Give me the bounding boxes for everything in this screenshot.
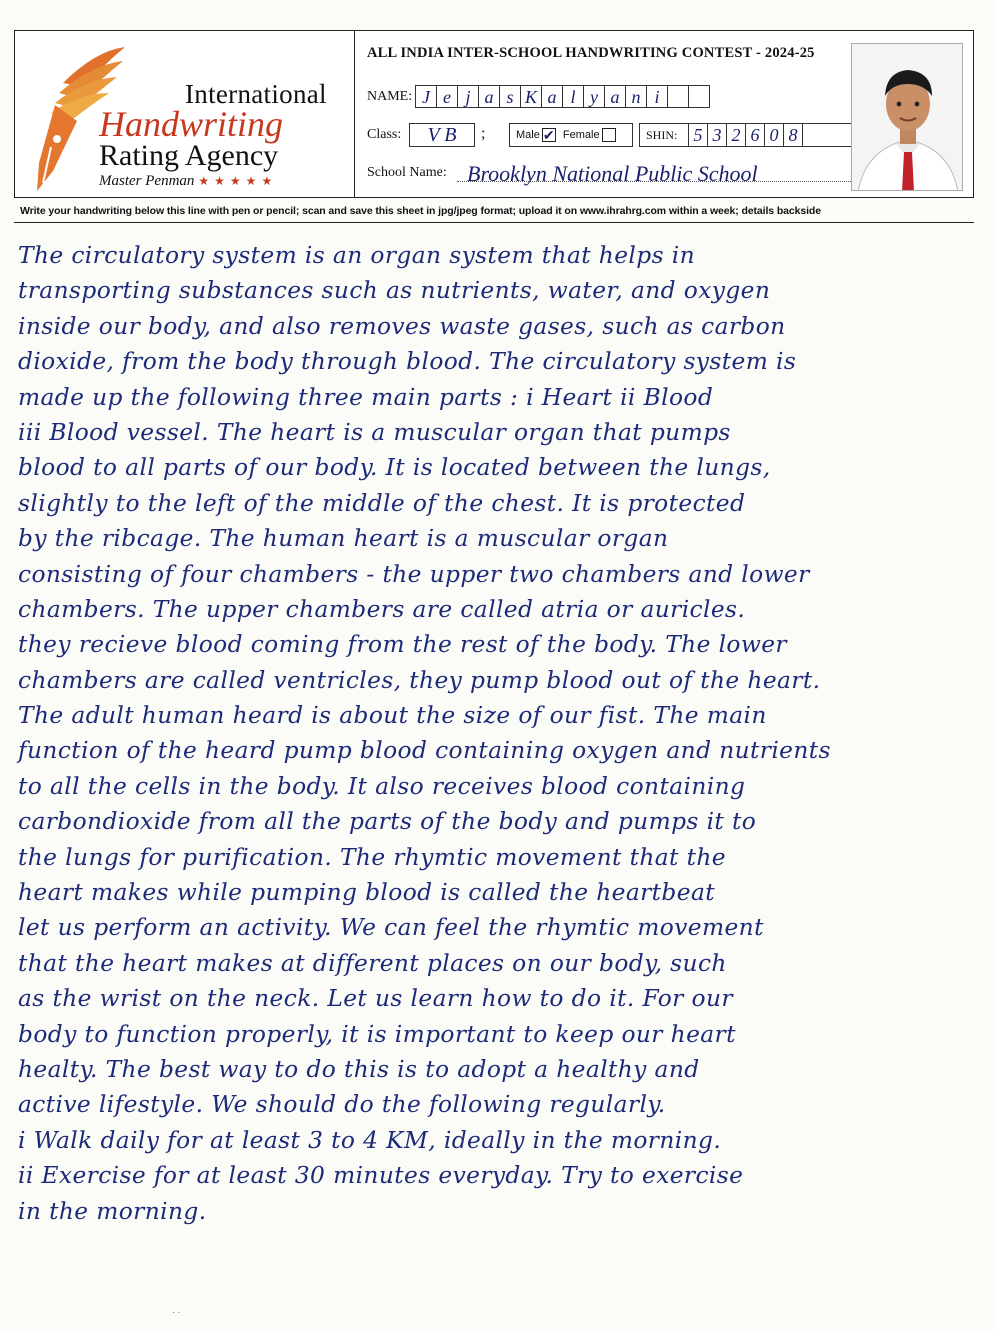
male-checkbox[interactable] [542, 128, 556, 142]
shin-digit-box[interactable]: 6 [745, 123, 765, 147]
name-letter-box[interactable]: a [541, 85, 563, 108]
shin-digit-box[interactable]: 3 [707, 123, 727, 147]
student-photo [851, 43, 963, 191]
instruction-text: Write your handwriting below this line with pen or pencil; scan and save this sheet in jpg/jpeg format; upload it on www.ihrahrg.com within a week; details backside [20, 205, 821, 217]
essay-line: chambers are called ventricles, they pump blood out of the heart. [18, 665, 821, 694]
essay-line: function of the heard pump blood containing oxygen and nutrients [18, 736, 831, 765]
essay-line: The adult human heard is about the size of our fist. The main [18, 701, 767, 730]
header-box [14, 30, 974, 198]
essay-line: as the wrist on the neck. Let us learn how to do it. For our [18, 984, 733, 1013]
essay-line: inside our body, and also removes waste gases, such as carbon [18, 311, 786, 340]
essay-line: chambers. The upper chambers are called atria or auricles. [18, 594, 746, 623]
logo-text-international: International [185, 79, 327, 109]
shin-digit-box[interactable]: 8 [783, 123, 803, 147]
essay-line: slightly to the left of the middle of the chest. It is protected [18, 488, 746, 517]
essay-line: healty. The best way to do this is to adopt a healthy and [18, 1054, 700, 1083]
essay-line: heart makes while pumping blood is called the heartbeat [18, 878, 716, 907]
essay-line: made up the following three main parts : i Heart ii Blood [18, 382, 714, 411]
female-checkbox[interactable] [602, 128, 616, 142]
school-label: School Name: [367, 165, 447, 180]
essay-line: that the heart makes at different places on our body, such [18, 948, 727, 977]
rating-stars: ★ ★ ★ ★ ★ [198, 174, 274, 188]
essay-line: transporting substances such as nutrients, water, and oxygen [18, 276, 771, 305]
essay-line: by the ribcage. The human heart is a muscular organ [18, 524, 669, 553]
essay-line: they recieve blood coming from the rest of the body. The lower [18, 630, 787, 659]
shin-digit-box[interactable]: 5 [688, 123, 708, 147]
essay-line: the lungs for purification. The rhymtic movement that the [18, 842, 727, 871]
essay-line: active lifestyle. We should do the following regularly. [18, 1090, 666, 1119]
essay-line: iii Blood vessel. The heart is a muscular organ that pumps [18, 417, 731, 446]
name-letter-box[interactable]: j [457, 85, 479, 108]
name-letter-box[interactable]: y [583, 85, 605, 108]
name-letter-box[interactable]: a [604, 85, 626, 108]
name-letter-box[interactable]: n [625, 85, 647, 108]
shin-digit-box[interactable]: 0 [764, 123, 784, 147]
essay-line: consisting of four chambers - the upper two chambers and lower [18, 559, 810, 588]
contest-title: ALL INDIA INTER-SCHOOL HANDWRITING CONTEST - 2024-25 [367, 45, 815, 61]
entry-form [357, 31, 973, 197]
essay-line: i Walk daily for at least 3 to 4 KM, ideally in the morning. [18, 1125, 722, 1154]
handwritten-essay [18, 238, 988, 1229]
male-label: Male [516, 129, 540, 141]
shin-digit-box[interactable]: 2 [726, 123, 746, 147]
footer-mark: · · [172, 1307, 181, 1317]
separator: ; [481, 125, 486, 142]
essay-line: carbondioxide from all the parts of the body and pumps it to [18, 807, 757, 836]
student-portrait-icon [852, 44, 963, 191]
essay-line: to all the cells in the body. It also receives blood containing [18, 771, 746, 800]
shin-field [639, 123, 854, 147]
logo-tagline [99, 173, 273, 190]
essay-line: blood to all parts of our body. It is located between the lungs, [18, 453, 771, 482]
school-underline [457, 181, 853, 182]
class-field[interactable]: V B [409, 123, 475, 147]
shin-label: SHIN: [646, 128, 678, 142]
name-letter-box[interactable] [667, 85, 689, 108]
name-letter-box[interactable]: l [562, 85, 584, 108]
essay-line: The circulatory system is an organ system that helps in [18, 241, 696, 269]
name-letter-box[interactable]: s [499, 85, 521, 108]
shin-digits[interactable] [688, 123, 802, 147]
essay-line: ii Exercise for at least 30 minutes everyday. Try to exercise [18, 1161, 744, 1190]
name-field[interactable] [415, 85, 709, 108]
instruction-divider [14, 222, 974, 223]
school-name-value[interactable]: Brooklyn National Public School [467, 161, 758, 186]
name-letter-box[interactable]: i [646, 85, 668, 108]
name-letter-box[interactable]: e [436, 85, 458, 108]
logo-text-handwriting: Handwriting [99, 104, 284, 144]
tagline-text: Master Penman [99, 173, 195, 189]
gender-field [509, 123, 633, 147]
name-label: NAME: [367, 89, 413, 104]
name-letter-box[interactable]: K [520, 85, 542, 108]
name-letter-box[interactable]: J [415, 85, 437, 108]
logo-text-rating-agency: Rating Agency [99, 139, 279, 172]
name-letter-box[interactable] [688, 85, 710, 108]
essay-line: let us perform an activity. We can feel the rhymtic movement [18, 913, 764, 942]
essay-line: in the morning. [18, 1196, 207, 1225]
logo-panel [15, 31, 355, 197]
essay-line: body to function properly, it is important to keep our heart [18, 1019, 736, 1048]
essay-line: dioxide, from the body through blood. The circulatory system is [18, 347, 797, 376]
female-label: Female [562, 129, 600, 141]
name-letter-box[interactable]: a [478, 85, 500, 108]
class-label: Class: [367, 127, 402, 142]
